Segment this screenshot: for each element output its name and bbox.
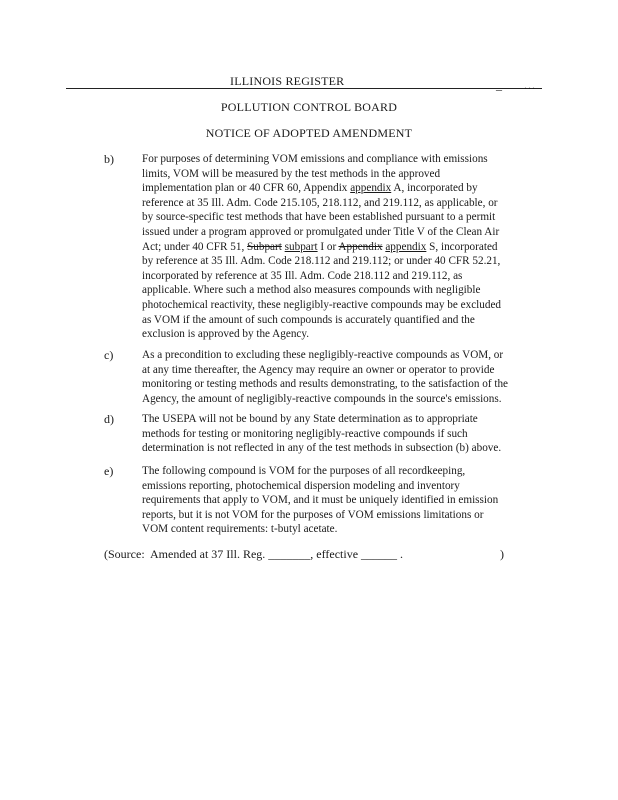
rule-mark: ... [524, 78, 536, 92]
text-line [142, 327, 540, 342]
subsection-letter: c) [104, 348, 114, 362]
text-segment: S, incorporated [426, 240, 498, 253]
subsection-text [142, 464, 540, 537]
text-line [142, 464, 540, 479]
subsection-text [142, 412, 540, 456]
text-segment: limits, VOM will be measured by the test methods in the approved [142, 167, 441, 180]
text-line [142, 313, 540, 328]
text-line [142, 152, 540, 167]
header-rule [66, 88, 542, 89]
text-line [142, 240, 540, 255]
deleted-text: Subpart [247, 240, 282, 253]
register-header [66, 74, 542, 90]
text-segment: by reference at 35 Ill. Adm. Code 218.112 and 219.112; or under 40 CFR 52.21, [142, 255, 501, 268]
notice-title: NOTICE OF ADOPTED AMENDMENT [205, 126, 413, 140]
text-segment: incorporated by reference at 35 Ill. Adm. Code 218.112 and 219.112, as [142, 269, 463, 282]
deleted-text: Appendix [338, 240, 383, 253]
text-line [142, 377, 540, 392]
text-segment: implementation plan or 40 CFR 60, Appendix [142, 182, 351, 195]
text-segment: I or [317, 240, 339, 253]
text-segment: Agency, the amount of negligibly-reactive compounds in the source's emissions. [142, 392, 502, 405]
text-segment: as VOM if the amount of such compounds is accurately quantified and the [142, 313, 475, 326]
text-line [142, 298, 540, 313]
text-segment: issued under a program approved or promulgated under Title V of the Clean Air [142, 225, 500, 238]
text-line [142, 181, 540, 196]
text-line [142, 167, 540, 182]
text-segment: determination is not reflected in any of the test methods in subsection (b) above. [142, 442, 502, 455]
text-line [142, 363, 540, 378]
inserted-text: appendix [385, 240, 427, 253]
text-segment: The following compound is VOM for the purposes of all recordkeeping, [142, 465, 466, 477]
inserted-text: appendix [350, 182, 392, 195]
rule-mark: _ [496, 78, 503, 92]
text-line [142, 508, 540, 523]
text-segment: reports, but it is not VOM for the purposes of VOM emissions limitations or [142, 508, 484, 521]
text-segment: exclusion is approved by the Agency. [142, 328, 310, 341]
source-close-paren: ) [500, 547, 504, 561]
text-line [142, 196, 540, 211]
text-line [142, 522, 540, 537]
text-line [142, 269, 540, 284]
subsection-letter: e) [104, 464, 114, 478]
text-line [142, 254, 540, 269]
source-note: (Source: Amended at 37 Ill. Reg. _______, effective ______ . [104, 547, 404, 561]
text-line [142, 412, 540, 427]
text-segment: requirements that apply to VOM, and it must be uniquely identified in emission [142, 494, 499, 507]
subsection-letter: d) [104, 412, 114, 426]
text-segment: As a precondition to excluding these negligibly-reactive compounds as VOM, or [142, 349, 504, 361]
board-title: POLLUTION CONTROL BOARD [220, 100, 398, 114]
register-title: ILLINOIS REGISTER [230, 74, 345, 88]
text-segment: VOM content requirements: t-butyl acetate. [142, 523, 338, 536]
text-line [142, 283, 540, 298]
text-line [142, 441, 540, 456]
text-line [142, 392, 540, 407]
text-segment: emissions reporting, photochemical dispersion modeling and inventory [142, 479, 460, 492]
subsection-text [142, 152, 540, 342]
text-line [142, 348, 540, 363]
text-segment: applicable. Where such a method also measures compounds with negligible [142, 284, 481, 297]
text-segment: at any time thereafter, the Agency may require an owner or operator to provide [142, 363, 495, 376]
text-line [142, 427, 540, 442]
text-line [142, 210, 540, 225]
text-line [142, 479, 540, 494]
text-segment: For purposes of determining VOM emissions and compliance with emissions [142, 153, 488, 165]
inserted-text: subpart [284, 240, 318, 253]
text-segment: The USEPA will not be bound by any State determination as to appropriate [142, 413, 478, 425]
text-segment: A, incorporated by [391, 182, 478, 195]
text-line [142, 493, 540, 508]
text-segment: by source-specific test methods that have been established pursuant to a permit [142, 211, 496, 224]
text-segment: photochemical reactivity, these negligibly-reactive compounds may be excluded [142, 298, 502, 311]
text-segment: monitoring or testing methods and results demonstrating, to the satisfaction of the [142, 378, 509, 391]
text-segment: Act; under 40 CFR 51, [142, 240, 248, 253]
subsection-text [142, 348, 540, 406]
text-segment: methods for testing or monitoring negligibly-reactive compounds if such [142, 427, 468, 440]
text-segment: reference at 35 Ill. Adm. Code 215.105, 218.112, and 219.112, as applicable, or [142, 196, 498, 209]
subsection-letter: b) [104, 152, 114, 166]
text-line [142, 225, 540, 240]
